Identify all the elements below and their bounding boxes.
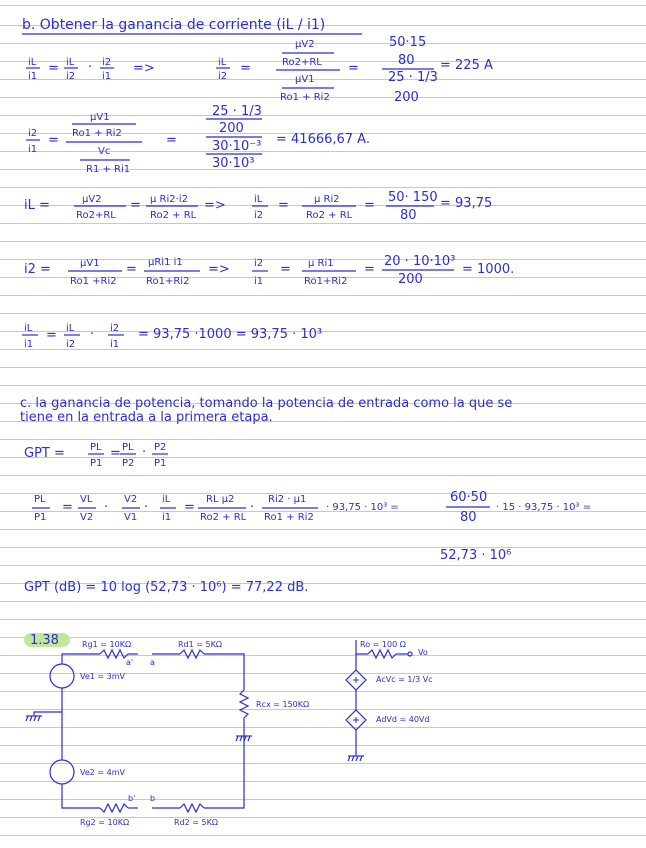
ratio-d-num: iL [162, 494, 171, 505]
b-prime-label: b' [128, 794, 136, 803]
eq5-c-num: i2 [110, 323, 120, 334]
rcx-resistor [240, 690, 248, 718]
a-label: a [150, 658, 155, 667]
ratio-e-den: Ro2 + RL [200, 512, 247, 523]
wire-top-left [62, 654, 100, 657]
eq4-f2-num: μRi1 i1 [148, 257, 183, 268]
gpt-f1-den: P1 [90, 458, 103, 469]
eq1-lhs-num: iL [28, 57, 37, 68]
eq4-n-num: 20 · 10·10³ [384, 254, 456, 269]
ratio-b-num: VL [80, 494, 93, 505]
eq3-arrow: => [204, 198, 226, 213]
eq3-f2-num: μ Ri2·i2 [150, 194, 188, 205]
eq1-n-den-top: 25 · 1/3 [388, 70, 438, 85]
eq4-r-den: i1 [254, 276, 264, 287]
ratio-g-num: 60·50 [450, 490, 488, 505]
eq2-f-top-top: μV1 [90, 112, 110, 123]
dependent-source-1-label: AcVc = 1/3 Vc [376, 675, 433, 684]
ratio-c-num: V2 [124, 494, 138, 505]
vo-label: Vo [418, 648, 428, 657]
eq4-f1-den: Ro1 +Ri2 [70, 276, 117, 287]
ratio-a-den: P1 [34, 512, 47, 523]
eq3-result: = 93,75 [440, 196, 493, 211]
ground-symbol-right [348, 756, 364, 761]
ratio-equals-2: = [184, 500, 195, 515]
gpt-equals: = [110, 446, 121, 461]
ground-symbol-left [26, 716, 42, 721]
eq4-result: = 1000. [462, 262, 515, 277]
eq1-n-num-bot: 80 [398, 53, 415, 68]
vo-terminal [408, 652, 412, 656]
eq5-result: = 93,75 ·1000 = 93,75 · 10³ [138, 327, 323, 342]
right-circuit [346, 640, 412, 756]
eq3-f1-num: μV2 [82, 194, 102, 205]
eq4-equals: = [126, 262, 137, 277]
eq4-equals-2: = [280, 262, 291, 277]
gpt-f3-den: P1 [154, 458, 167, 469]
eq3-lhs: iL = [24, 198, 50, 213]
eq3-equals-2: = [278, 198, 289, 213]
power-result: 52,73 · 10⁶ [440, 548, 512, 563]
rg2-label: Rg2 = 10KΩ [80, 818, 130, 827]
eq1-t1-den: i2 [66, 71, 76, 82]
eq2-lhs-den: i1 [28, 144, 38, 155]
eq3-r-num: iL [254, 194, 263, 205]
ratio-mid: · 93,75 · 10³ = [326, 502, 399, 513]
rd2-resistor [180, 804, 204, 812]
eq3-f1-den: Ro2+RL [76, 210, 116, 221]
eq1-t2-den: i1 [102, 71, 112, 82]
eq2-n-bot-top: 30·10⁻³ [212, 139, 262, 154]
ratio-tail: · 15 · 93,75 · 10³ = [496, 502, 592, 513]
eq2-lhs-num: i2 [28, 128, 38, 139]
eq5-dot: · [90, 327, 95, 342]
rg1-label: Rg1 = 10KΩ [82, 640, 132, 649]
eq1-n-num-top: 50·15 [389, 35, 427, 50]
eq4-lhs: i2 = [24, 262, 51, 277]
eq1-n-den-bot: 200 [394, 90, 419, 105]
eq2-f-bot-bot: R1 + Ri1 [86, 164, 131, 175]
eq1-equals-3: = [348, 61, 359, 76]
section-c-line-1: c. la ganancia de potencia, tomando la potencia de entrada como la que se [20, 396, 513, 411]
eq1-f-num-top: μV2 [295, 39, 315, 50]
ro-label: Ro = 100 Ω [360, 640, 406, 649]
eq2-n-top-top: 25 · 1/3 [212, 104, 262, 119]
gpt-f1-num: PL [90, 442, 102, 453]
rd2-label: Rd2 = 5KΩ [174, 818, 218, 827]
gpt-f2-den: P2 [122, 458, 135, 469]
ratio-dot-1: · [104, 500, 109, 515]
gpt-f3-num: P2 [154, 442, 167, 453]
problem-label: 1.38 [30, 633, 59, 648]
ratio-a-num: PL [34, 494, 46, 505]
rd1-resistor [180, 650, 204, 658]
eq1-lhs-den: i1 [28, 71, 38, 82]
ve2-label: Ve2 = 4mV [80, 768, 126, 777]
eq3-n-num: 50· 150 [388, 190, 438, 205]
ratio-dot-3: · [250, 500, 255, 515]
section-b-heading: b. Obtener la ganancia de corriente (iL / i1) [22, 17, 326, 33]
eq3-equals-3: = [364, 198, 375, 213]
eq1-equals-2: = [240, 61, 251, 76]
eq1-t2-num: i2 [102, 57, 112, 68]
eq5-b-num: iL [66, 323, 75, 334]
ratio-f-num: Ri2 · μ1 [268, 494, 307, 505]
rg1-resistor [100, 650, 128, 658]
ratio-g-den: 80 [460, 510, 477, 525]
eq1-r-num: iL [218, 57, 227, 68]
eq1-f-num-bot: Ro2+RL [282, 57, 322, 68]
eq4-arrow: => [208, 262, 230, 277]
eq4-n-den: 200 [398, 272, 423, 287]
eq2-f-bot-top: Vc [98, 146, 111, 157]
gpt-f2-num: PL [122, 442, 134, 453]
eq3-equals: = [130, 198, 141, 213]
ratio-b-den: V2 [80, 512, 94, 523]
eq3-f3-num: μ Ri2 [314, 194, 340, 205]
eq4-r-num: i2 [254, 258, 264, 269]
wire-bottom-right [204, 718, 244, 808]
gpt-lhs: GPT = [24, 446, 65, 461]
dependent-source-2-label: AdVd = 40Vd [376, 715, 430, 724]
eq5-a-num: iL [24, 323, 33, 334]
rcx-label: Rcx = 150KΩ [256, 700, 310, 709]
wire-top-right [204, 654, 244, 690]
eq3-r-den: i2 [254, 210, 264, 221]
eq5-c-den: i1 [110, 339, 120, 350]
eq4-f3-num: μ Ri1 [308, 258, 334, 269]
ve1-source [50, 664, 74, 688]
rd1-label: Rd1 = 5KΩ [178, 640, 222, 649]
left-circuit [34, 650, 248, 812]
eq3-f2-den: Ro2 + RL [150, 210, 197, 221]
eq5-equals: = [46, 328, 57, 343]
ve1-label: Ve1 = 3mV [80, 672, 126, 681]
eq1-f-den-bot: Ro1 + Ri2 [280, 92, 330, 103]
eq1-f-den-top: μV1 [295, 74, 315, 85]
ratio-c-den: V1 [124, 512, 138, 523]
eq2-equals: = [48, 133, 59, 148]
ro-resistor [368, 650, 396, 658]
eq3-n-den: 80 [400, 208, 417, 223]
eq1-r-den: i2 [218, 71, 228, 82]
eq1-equals: = [48, 61, 59, 76]
eq5-b-den: i2 [66, 339, 76, 350]
eq2-result: = 41666,67 A. [276, 132, 370, 147]
gpt-db: GPT (dB) = 10 log (52,73 · 10⁶) = 77,22 dB. [24, 580, 309, 595]
ve2-source [50, 760, 74, 784]
ratio-dot-2: · [144, 500, 149, 515]
ratio-equals: = [62, 500, 73, 515]
ratio-f-den: Ro1 + Ri2 [264, 512, 314, 523]
rg2-resistor [100, 804, 128, 812]
eq2-equals-2: = [166, 133, 177, 148]
b-label: b [150, 794, 156, 803]
ratio-e-num: RL μ2 [206, 494, 235, 505]
eq4-f2-den: Ro1+Ri2 [146, 276, 190, 287]
wire-bottom-left [62, 796, 100, 808]
eq3-f3-den: Ro2 + RL [306, 210, 353, 221]
eq4-f1-num: μV1 [80, 258, 100, 269]
eq1-t1-num: iL [66, 57, 75, 68]
eq2-n-top-bot: 200 [219, 121, 244, 136]
a-prime-label: a' [126, 658, 134, 667]
section-c-line-2: tiene en la entrada a la primera etapa. [20, 410, 273, 425]
eq2-n-bot-bot: 30·10³ [212, 156, 255, 171]
eq2-f-top-bot: Ro1 + Ri2 [72, 128, 122, 139]
eq5-a-den: i1 [24, 339, 34, 350]
ratio-d-den: i1 [162, 512, 172, 523]
eq4-f3-den: Ro1+Ri2 [304, 276, 348, 287]
eq4-equals-3: = [364, 262, 375, 277]
gpt-dot: · [142, 445, 147, 460]
eq1-dot: · [88, 60, 93, 75]
eq1-result: = 225 A [440, 58, 493, 73]
eq1-arrow: => [133, 61, 155, 76]
